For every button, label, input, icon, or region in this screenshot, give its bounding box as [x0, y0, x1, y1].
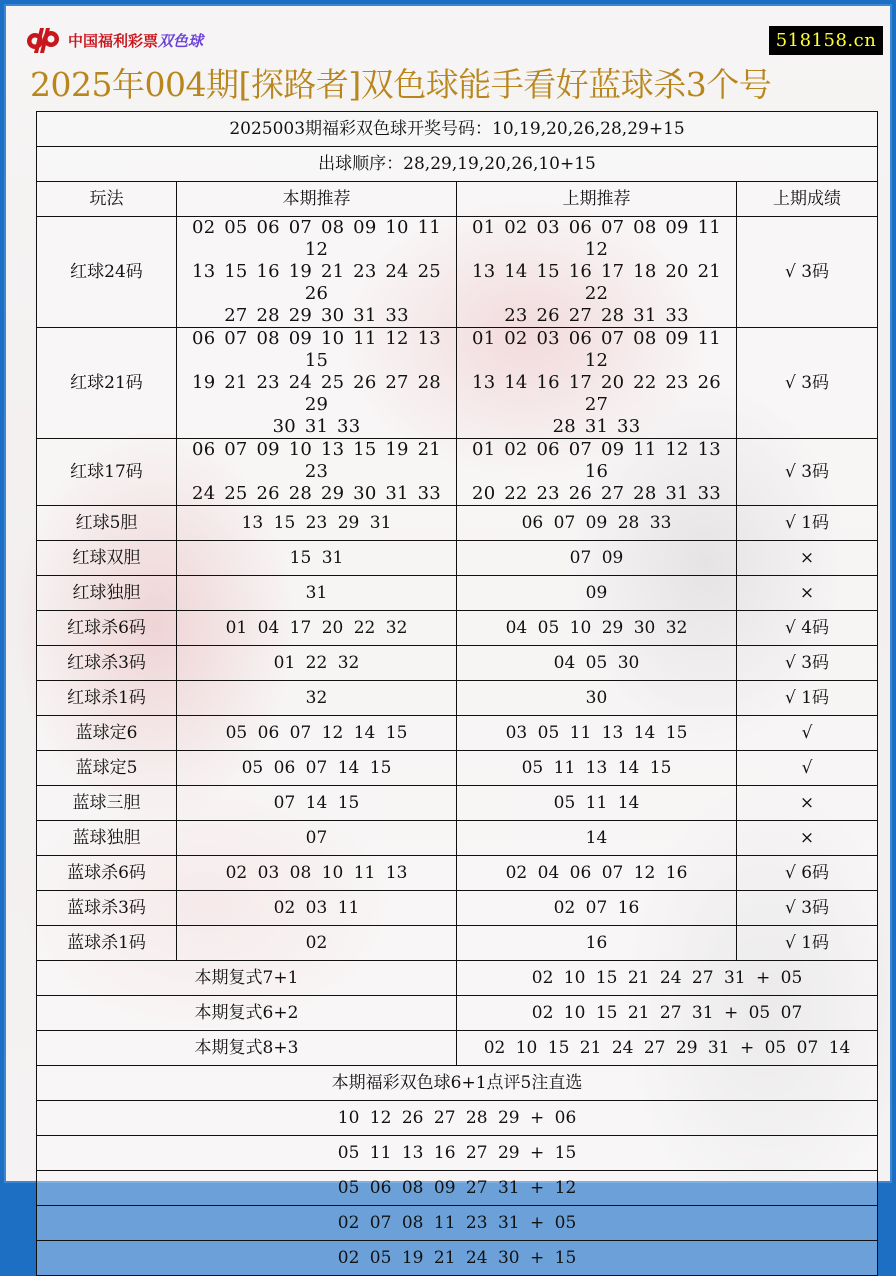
previous-numbers: 02 07 16: [457, 891, 737, 926]
previous-result: √: [737, 716, 878, 751]
number-line: 19 21 23 24 25 26 27 28 29: [192, 372, 441, 415]
play-label: 蓝球定6: [37, 716, 177, 751]
picks-title-row: [37, 1066, 878, 1101]
previous-result: √ 3码: [737, 328, 878, 439]
table-row: [37, 611, 878, 646]
current-numbers: 01 04 17 20 22 32: [177, 611, 457, 646]
col-header-previous: 上期推荐: [457, 182, 737, 217]
previous-result: ×: [737, 541, 878, 576]
previous-result: √ 1码: [737, 681, 878, 716]
number-line: 13 14 16 17 20 22 23 26 27: [472, 372, 721, 415]
play-label: 红球双胆: [37, 541, 177, 576]
current-numbers: 02 03 11: [177, 891, 457, 926]
play-label: 红球17码: [37, 439, 177, 506]
previous-numbers: 02 04 06 07 12 16: [457, 856, 737, 891]
table-header-row: [37, 182, 878, 217]
current-numbers: 01 22 32: [177, 646, 457, 681]
col-header-result: 上期成绩: [737, 182, 878, 217]
table-row: [37, 328, 878, 439]
col-header-play: 玩法: [37, 182, 177, 217]
number-line: 13 15 16 19 21 23 24 25 26: [192, 261, 441, 304]
draw-order-row: [37, 147, 878, 182]
current-numbers: 31: [177, 576, 457, 611]
previous-numbers: 04 05 10 29 30 32: [457, 611, 737, 646]
number-line: 27 28 29 30 31 33: [224, 305, 409, 326]
number-line: 06 07 08 09 10 11 12 13 15: [192, 328, 441, 371]
number-line: 20 22 23 26 27 28 31 33: [472, 483, 721, 504]
prediction-table: [36, 111, 878, 1276]
previous-numbers: [457, 217, 737, 328]
pick-line: 02 07 08 11 23 31 + 05: [37, 1206, 878, 1241]
compound-label: 本期复式6+2: [37, 996, 457, 1031]
play-label: 红球5胆: [37, 506, 177, 541]
current-numbers: [177, 217, 457, 328]
previous-result: √ 6码: [737, 856, 878, 891]
previous-result: ×: [737, 821, 878, 856]
play-label: 红球24码: [37, 217, 177, 328]
table-row: [37, 856, 878, 891]
previous-result: √ 1码: [737, 926, 878, 961]
table-row: [37, 576, 878, 611]
current-numbers: [177, 328, 457, 439]
number-line: 01 02 06 07 09 11 12 13 16: [472, 439, 721, 482]
previous-numbers: 06 07 09 28 33: [457, 506, 737, 541]
play-label: 蓝球独胆: [37, 821, 177, 856]
previous-numbers: 05 11 13 14 15: [457, 751, 737, 786]
table-row: [37, 681, 878, 716]
play-label: 蓝球杀1码: [37, 926, 177, 961]
page-frame: [4, 4, 892, 1268]
pick-row: [37, 1206, 878, 1241]
previous-result: √ 3码: [737, 439, 878, 506]
logo-text: 中国福利彩票双色球: [68, 31, 204, 50]
table-row: [37, 891, 878, 926]
previous-numbers: 05 11 14: [457, 786, 737, 821]
play-label: 红球杀6码: [37, 611, 177, 646]
number-line: 13 14 15 16 17 18 20 21 22: [472, 261, 721, 304]
compound-label: 本期复式8+3: [37, 1031, 457, 1066]
previous-result: √ 4码: [737, 611, 878, 646]
draw-order: 出球顺序：28,29,19,20,26,10+15: [37, 147, 878, 182]
previous-result: √ 1码: [737, 506, 878, 541]
picks-title: 本期福彩双色球6+1点评5注直选: [37, 1066, 878, 1101]
current-numbers: 02 03 08 10 11 13: [177, 856, 457, 891]
logo-brand: 双色球: [158, 31, 204, 50]
draw-result: 2025003期福彩双色球开奖号码：10,19,20,26,28,29+15: [37, 112, 878, 147]
pick-line: 05 06 08 09 27 31 + 12: [37, 1171, 878, 1206]
previous-numbers: 04 05 30: [457, 646, 737, 681]
play-label: 蓝球杀3码: [37, 891, 177, 926]
previous-result: √ 3码: [737, 646, 878, 681]
table-row: [37, 786, 878, 821]
play-label: 红球独胆: [37, 576, 177, 611]
table-row: [37, 646, 878, 681]
current-numbers: 02: [177, 926, 457, 961]
previous-numbers: 03 05 11 13 14 15: [457, 716, 737, 751]
previous-numbers: 14: [457, 821, 737, 856]
current-numbers: 32: [177, 681, 457, 716]
current-numbers: [177, 439, 457, 506]
compound-row: [37, 1031, 878, 1066]
page-title: 2025年004期[探路者]双色球能手看好蓝球杀3个号: [30, 65, 772, 104]
col-header-current: 本期推荐: [177, 182, 457, 217]
table-row: [37, 439, 878, 506]
previous-result: √ 3码: [737, 217, 878, 328]
table-row: [37, 751, 878, 786]
table-row: [37, 821, 878, 856]
number-line: 28 31 33: [552, 416, 641, 437]
compound-numbers: 02 10 15 21 24 27 31 + 05: [457, 961, 878, 996]
current-numbers: 07: [177, 821, 457, 856]
table-row: [37, 541, 878, 576]
number-line: 24 25 26 28 29 30 31 33: [192, 483, 441, 504]
previous-result: √: [737, 751, 878, 786]
play-label: 红球杀3码: [37, 646, 177, 681]
current-numbers: 07 14 15: [177, 786, 457, 821]
previous-result: ×: [737, 576, 878, 611]
table-row: [37, 716, 878, 751]
previous-numbers: 07 09: [457, 541, 737, 576]
previous-numbers: [457, 328, 737, 439]
previous-result: √ 3码: [737, 891, 878, 926]
play-label: 蓝球定5: [37, 751, 177, 786]
previous-numbers: 09: [457, 576, 737, 611]
play-label: 红球杀1码: [37, 681, 177, 716]
previous-numbers: 30: [457, 681, 737, 716]
number-line: 01 02 03 06 07 08 09 11 12: [472, 217, 721, 260]
welfare-lottery-logo-icon: [24, 26, 64, 54]
number-line: 06 07 09 10 13 15 19 21 23: [192, 439, 441, 482]
pick-line: 05 11 13 16 27 29 + 15: [37, 1136, 878, 1171]
current-numbers: 13 15 23 29 31: [177, 506, 457, 541]
pick-line: 02 05 19 21 24 30 + 15: [37, 1241, 878, 1276]
pick-row: [37, 1171, 878, 1206]
previous-numbers: [457, 439, 737, 506]
site-badge[interactable]: 518158.cn: [769, 26, 883, 55]
compound-row: [37, 996, 878, 1031]
pick-line: 10 12 26 27 28 29 + 06: [37, 1101, 878, 1136]
compound-row: [37, 961, 878, 996]
draw-result-row: [37, 112, 878, 147]
compound-label: 本期复式7+1: [37, 961, 457, 996]
play-label: 红球21码: [37, 328, 177, 439]
number-line: 02 05 06 07 08 09 10 11 12: [192, 217, 441, 260]
previous-result: ×: [737, 786, 878, 821]
compound-numbers: 02 10 15 21 27 31 + 05 07: [457, 996, 878, 1031]
play-label: 蓝球三胆: [37, 786, 177, 821]
pick-row: [37, 1101, 878, 1136]
previous-numbers: 16: [457, 926, 737, 961]
compound-numbers: 02 10 15 21 24 27 29 31 + 05 07 14: [457, 1031, 878, 1066]
number-line: 01 02 03 06 07 08 09 11 12: [472, 328, 721, 371]
number-line: 23 26 27 28 31 33: [504, 305, 689, 326]
pick-row: [37, 1241, 878, 1276]
table-row: [37, 926, 878, 961]
current-numbers: 05 06 07 14 15: [177, 751, 457, 786]
current-numbers: 05 06 07 12 14 15: [177, 716, 457, 751]
current-numbers: 15 31: [177, 541, 457, 576]
number-line: 30 31 33: [272, 416, 361, 437]
lottery-logo: [24, 26, 203, 54]
pick-row: [37, 1136, 878, 1171]
play-label: 蓝球杀6码: [37, 856, 177, 891]
table-row: [37, 217, 878, 328]
table-row: [37, 506, 878, 541]
